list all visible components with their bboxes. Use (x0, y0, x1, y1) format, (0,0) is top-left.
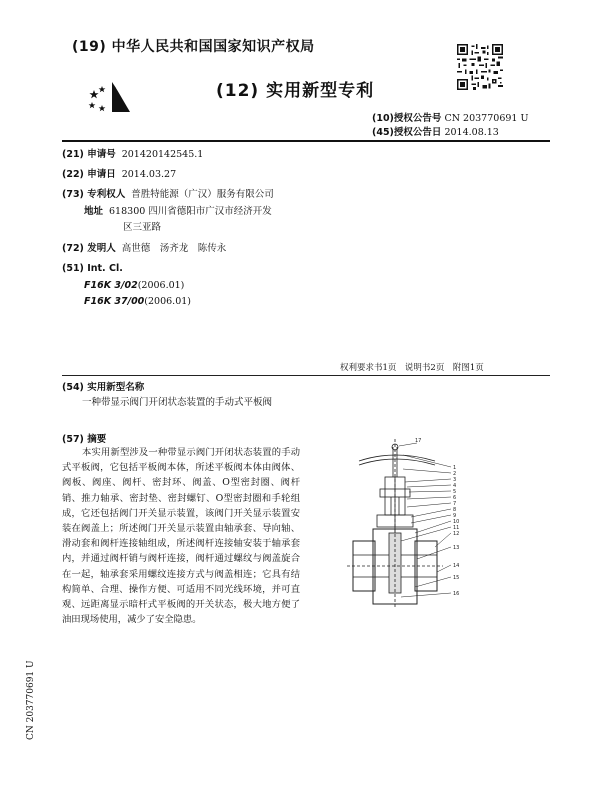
utility-model-title: 一种带显示阀门开闭状态装置的手动式平板阀 (82, 397, 273, 408)
qr-code-icon (457, 44, 503, 90)
handwheel-icon (359, 444, 435, 477)
abstract-body: 本实用新型涉及一种带显示阀门开闭状态装置的手动式平板阀，它包括平板阀本体，所述平板阀本体由阀体、阀板、阀座、阀杆、密封环、阀盖、O型密封圈、阀杆销、推力轴承、密封垫、密封螺钉、O型密封圈和手轮组成，它还包括阀门开关显示装置，该阀门开关显示装置安装在阀盖上；所述阀门开关显示装置由轴承套、导向轴、滑动套和阀杆连接轴组成，所述阀杆连接轴安装于轴承套内，并通过阀杆销与阀杆连接，阀杆通过螺纹与阀盖旋合在一起，轴承套采用螺纹连接方式与阀盖相连；它具有结构简单、合理、操作方便、可适用不同光线环境，并可直观、远距离显示暗杆式平板阀的开关状态，极大地方便了油田现场使用，减少了安全隐患。 (62, 447, 300, 626)
document-type: (12) 实用新型专利 (216, 81, 375, 101)
ipc-row-1: F16K 3/02(2006.01) (84, 280, 185, 291)
side-publication-number: CN 203770691 U (26, 660, 36, 740)
sipo-logo-icon (86, 78, 146, 120)
svg-text:16: 16 (453, 591, 460, 597)
address-row: 地址 618300 四川省德阳市广汉市经济开发 (84, 206, 272, 217)
publication-number: CN 203770691 U (444, 113, 529, 124)
svg-text:2: 2 (453, 471, 457, 477)
svg-text:13: 13 (453, 545, 460, 551)
page-count-info: 权利要求书1页 说明书2页 附图1页 (340, 363, 484, 373)
header-rule (62, 140, 550, 142)
svg-text:3: 3 (453, 477, 457, 483)
svg-text:7: 7 (453, 501, 457, 507)
svg-text:1: 1 (453, 465, 457, 471)
patentee-row: (73) 专利权人 普胜特能源（广汉）服务有限公司 (62, 189, 274, 200)
svg-text:6: 6 (453, 495, 457, 501)
publication-date: 2014.08.13 (444, 127, 499, 138)
svg-text:8: 8 (453, 507, 457, 513)
title-heading: (54) 实用新型名称 (62, 382, 145, 393)
svg-text:4: 4 (453, 483, 457, 489)
inventors-row: (72) 发明人 高世德 汤齐龙 陈传永 (62, 243, 227, 254)
ipc-row-2: F16K 37/00(2006.01) (84, 296, 191, 307)
svg-text:11: 11 (453, 525, 460, 531)
valve-drawing (345, 437, 495, 612)
application-number-row: (21) 申请号 201420142545.1 (62, 149, 204, 160)
int-cl-label: (51) Int. Cl. (62, 263, 123, 274)
publication-number-row: (10)授权公告号 CN 203770691 U (372, 113, 529, 124)
svg-text:5: 5 (453, 489, 457, 495)
svg-text:12: 12 (453, 531, 460, 537)
abstract-heading: (57) 摘要 (62, 434, 107, 445)
publication-date-row: (45)授权公告日 2014.08.13 (372, 127, 499, 138)
office-name: (19) 中华人民共和国国家知识产权局 (72, 39, 315, 55)
address-line2: 区三亚路 (123, 222, 162, 233)
callout-top: 17 (415, 438, 422, 444)
svg-text:10: 10 (453, 519, 460, 525)
application-date-row: (22) 申请日 2014.03.27 (62, 169, 177, 180)
section-rule (62, 375, 550, 376)
svg-text:9: 9 (453, 513, 457, 519)
svg-text:15: 15 (453, 575, 460, 581)
svg-text:14: 14 (453, 563, 460, 569)
